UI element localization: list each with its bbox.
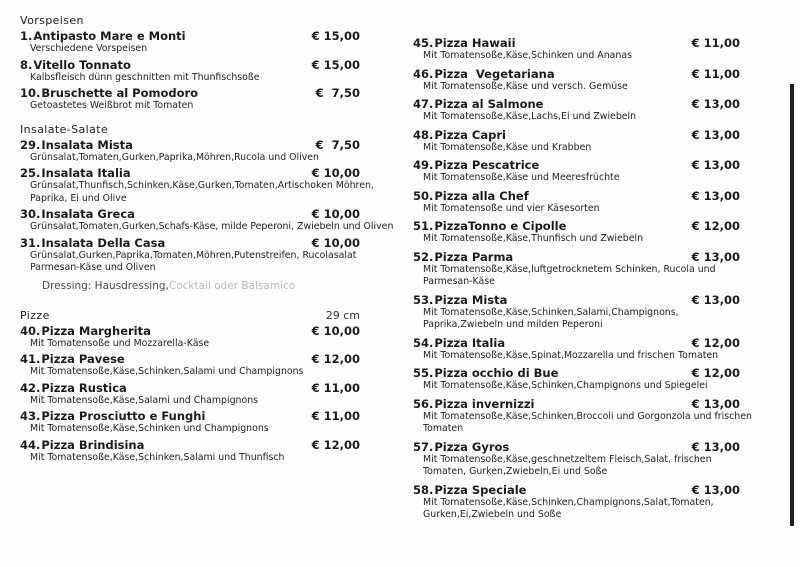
- item-description: Mit Tomatensoße,Käse,Lachs,Ei und Zwiebeln: [423, 111, 637, 122]
- item-price: € 7,50: [315, 137, 360, 152]
- item-name: Pizza Rustica: [41, 380, 127, 395]
- menu-item-head: [20, 439, 360, 452]
- menu-item-head: [20, 87, 360, 100]
- item-number: 30.: [20, 207, 41, 221]
- item-price: € 12,00: [311, 352, 360, 366]
- pizza-size-label: 29 cm: [325, 308, 360, 322]
- menu-item-head: [20, 139, 360, 152]
- menu-item-head: [20, 59, 360, 72]
- item-number: 41.: [20, 352, 41, 366]
- item-number: 55.: [413, 366, 434, 380]
- item-price: € 10,00: [311, 166, 360, 180]
- item-price: € 12,00: [691, 219, 740, 233]
- item-description: Mit Tomatensoße,Käse und Krabben: [423, 141, 592, 153]
- item-number: 48.: [413, 127, 434, 142]
- item-name: PizzaTonno e Cipolle: [434, 219, 567, 233]
- item-number: 43.: [20, 409, 41, 423]
- item-number: 50.: [413, 188, 434, 203]
- item-description: Mit Tomatensoße,Käse,Thunfisch und Zwiebeln: [423, 233, 644, 244]
- section-title: Insalate-Salate: [20, 122, 109, 136]
- item-number: 53.: [413, 292, 434, 307]
- item-price: € 13,00: [691, 158, 740, 172]
- item-name: Pizza alla Chef: [434, 188, 529, 203]
- menu-item-head: [413, 37, 740, 50]
- menu-item-head: [413, 159, 740, 172]
- item-price: € 13,00: [691, 396, 740, 411]
- menu-item-head: [413, 251, 740, 264]
- menu-item-head: [413, 190, 740, 203]
- menu-item: [20, 59, 360, 85]
- item-number: 51.: [413, 219, 434, 233]
- menu-item: [413, 337, 740, 363]
- menu-item-head: [413, 220, 740, 233]
- menu-item: [20, 353, 360, 379]
- dressing-note: [42, 279, 360, 293]
- item-price: € 13,00: [691, 292, 740, 307]
- item-number: 10.: [20, 86, 41, 100]
- menu-item: [413, 251, 740, 289]
- menu-column-right: [413, 32, 752, 522]
- item-number: 40.: [20, 323, 41, 338]
- item-description: Mit Tomatensoße,Käse,Schinken und Ananas: [423, 50, 632, 61]
- item-number: 57.: [413, 439, 434, 454]
- menu-item: [20, 410, 360, 436]
- item-name: Antipasto Mare e Monti: [33, 29, 186, 43]
- menu-item-head: [20, 167, 360, 180]
- item-price: € 13,00: [691, 188, 740, 203]
- item-price: € 11,00: [311, 409, 360, 423]
- item-number: 47.: [413, 97, 434, 111]
- item-name: Insalata Della Casa: [41, 235, 166, 250]
- menu-item: [413, 190, 740, 216]
- item-number: 29.: [20, 137, 41, 152]
- item-number: 49.: [413, 158, 434, 172]
- item-name: Pizza Mista: [434, 292, 508, 307]
- item-description: Getoastetes Weißbrot mit Tomaten: [30, 100, 194, 111]
- menu-item: [413, 37, 740, 63]
- menu-item: [20, 439, 360, 465]
- item-number: 52.: [413, 249, 434, 264]
- item-description: Mit Tomatensoße,Käse,geschnetzeltem Fleisch,Salat, frischen Tomaten, Gurken,Zwiebeln,Ei und Soße: [423, 453, 712, 477]
- item-name: Pizza occhio di Bue: [434, 366, 559, 380]
- item-name: Pizza Parma: [434, 249, 514, 264]
- item-price: € 12,00: [691, 335, 740, 350]
- menu-item: [20, 325, 360, 351]
- menu-item-head: [413, 337, 740, 350]
- menu-item: [413, 294, 740, 332]
- menu-item: [413, 367, 740, 393]
- item-name: Pizza Gyros: [434, 439, 510, 454]
- item-number: 45.: [413, 36, 434, 50]
- section-header: [20, 123, 360, 136]
- item-name: Pizza Pescatrice: [434, 158, 540, 172]
- section-title: Vorspeisen: [20, 14, 84, 27]
- item-price: € 12,00: [311, 437, 360, 452]
- menu-item-head: [20, 353, 360, 366]
- section-title: Pizze: [20, 308, 50, 322]
- section-header: [20, 14, 360, 27]
- item-number: 25.: [20, 166, 41, 180]
- menu-item-head: [20, 325, 360, 338]
- item-description: Mit Tomatensoße,Käse und Meeresfrüchte: [423, 172, 620, 183]
- menu-item: [413, 159, 740, 185]
- item-description: Mit Tomatensoße,Käse,Schinken,Champignons und Spiegelei: [423, 380, 708, 391]
- item-price: € 7,50: [315, 86, 360, 100]
- item-price: € 12,00: [691, 366, 740, 380]
- item-description: Mit Tomatensoße,Käse,Schinken,Salami und Champignons: [30, 366, 304, 377]
- item-name: Pizza invernizzi: [434, 396, 535, 411]
- item-price: € 13,00: [691, 482, 740, 497]
- item-description: Kalbsfleisch dünn geschnitten mit Thunfischsoße: [30, 71, 260, 83]
- item-name: Pizza Pavese: [41, 352, 125, 366]
- item-price: € 13,00: [691, 97, 740, 111]
- item-name: Pizza Brindisina: [41, 437, 145, 452]
- menu-item: [20, 166, 374, 205]
- item-number: 46.: [413, 66, 434, 81]
- menu-item-head: [413, 294, 740, 307]
- item-description: Mit Tomatensoße,Käse und versch. Gemüse: [423, 80, 628, 92]
- item-name: Pizza Prosciutto e Funghi: [41, 409, 206, 423]
- item-price: € 11,00: [691, 36, 740, 50]
- item-description: Grünsalat,Gurken,Paprika,Tomaten,Möhren,Putenstreifen, Rucolasalat Parmesan-Käse und Oliven: [30, 249, 357, 273]
- item-description: Mit Tomatensoße,Käse,Spinat,Mozzarella und frischen Tomaten: [423, 349, 719, 361]
- menu-item: [413, 129, 740, 155]
- menu-item-head: [20, 30, 360, 43]
- item-price: € 10,00: [311, 323, 360, 338]
- item-number: 31.: [20, 235, 41, 250]
- menu-item: [20, 237, 360, 275]
- item-price: € 13,00: [691, 439, 740, 454]
- item-price: € 11,00: [311, 380, 360, 395]
- menu-item-head: [20, 208, 360, 221]
- item-price: € 15,00: [311, 57, 360, 72]
- menu-item: [20, 30, 360, 56]
- item-name: Pizza Margherita: [41, 323, 151, 338]
- item-price: € 13,00: [691, 127, 740, 142]
- menu-item: [20, 139, 360, 165]
- menu-item: [20, 382, 360, 408]
- item-description: Grünsalat,Thunfisch,Schinken,Käse,Gurken,Tomaten,Artischoken Möhren, Paprika, Ei und Olive: [30, 180, 374, 204]
- item-name: Pizza Capri: [434, 127, 506, 142]
- item-name: Insalata Italia: [41, 166, 131, 180]
- dressing-options: Cocktail oder Balsamico: [168, 279, 296, 292]
- item-description: Mit Tomatensoße und Mozzarella-Käse: [30, 337, 210, 349]
- menu-item: [413, 220, 740, 246]
- item-description: Mit Tomatensoße,Käse,Schinken,Broccoli und Gorgonzola und frischen Tomaten: [423, 410, 752, 434]
- item-description: Mit Tomatensoße,Käse,Schinken,Champignons,Salat,Tomaten, Gurken,Ei,Zwiebeln und Soße: [423, 496, 714, 520]
- menu-item-head: [413, 367, 740, 380]
- menu-item: [413, 484, 740, 522]
- item-description: Mit Tomatensoße,Käse,luftgetrocknetem Schinken, Rucola und Parmesan-Käse: [423, 263, 716, 287]
- menu-item-head: [413, 129, 740, 142]
- menu-item-head: [20, 410, 360, 423]
- menu-item-head: [413, 398, 740, 411]
- menu-item: [413, 98, 740, 124]
- item-description: Mit Tomatensoße,Käse,Salami und Champignons: [30, 394, 259, 406]
- menu-item-head: [413, 68, 740, 81]
- menu-item-head: [20, 382, 360, 395]
- item-price: € 10,00: [311, 235, 360, 250]
- item-name: Pizza Hawaii: [434, 36, 516, 50]
- scan-edge-line: [790, 84, 794, 526]
- menu-item: [413, 396, 752, 436]
- item-description: Grünsalat,Tomaten,Gurken,Schafs-Käse, milde Peperoni, Zwiebeln und Oliven: [30, 221, 394, 232]
- item-description: Verschiedene Vorspeisen: [30, 43, 148, 54]
- item-number: 54.: [413, 335, 434, 350]
- menu-item: [20, 207, 394, 234]
- menu-item: [20, 87, 360, 113]
- menu-item-head: [413, 484, 740, 497]
- item-name: Pizza Speciale: [434, 482, 527, 497]
- item-price: € 11,00: [691, 66, 740, 81]
- item-name: Insalata Mista: [41, 137, 133, 152]
- item-price: € 15,00: [311, 29, 360, 43]
- item-name: Vitello Tonnato: [33, 57, 131, 72]
- item-name: Pizza Italia: [434, 335, 506, 350]
- menu-item-head: [413, 441, 740, 454]
- dressing-label: Dressing: Hausdressing,: [42, 279, 169, 292]
- item-price: € 10,00: [311, 207, 360, 221]
- item-number: 8.: [20, 57, 33, 72]
- item-number: 44.: [20, 437, 41, 452]
- item-description: Mit Tomatensoße,Käse,Schinken,Salami,Champignons, Paprika,Zwiebeln und milden Peperoni: [423, 306, 679, 330]
- menu-item-head: [20, 237, 360, 250]
- item-number: 42.: [20, 380, 41, 395]
- item-description: Grünsalat,Tomaten,Gurken,Paprika,Möhren,Rucola und Oliven: [30, 151, 319, 163]
- item-price: € 13,00: [691, 249, 740, 264]
- menu-column-left: [20, 14, 394, 464]
- item-number: 56.: [413, 396, 434, 411]
- item-name: Insalata Greca: [41, 207, 135, 221]
- item-description: Mit Tomatensoße,Käse,Schinken und Champignons: [30, 423, 269, 434]
- section-header: [20, 309, 360, 322]
- menu-item: [413, 68, 740, 94]
- item-description: Mit Tomatensoße und vier Käsesorten: [423, 202, 600, 214]
- item-description: Mit Tomatensoße,Käse,Schinken,Salami und Thunfisch: [30, 451, 285, 463]
- item-name: Pizza Vegetariana: [434, 66, 555, 81]
- menu-item: [413, 441, 740, 479]
- item-number: 58.: [413, 482, 434, 497]
- item-name: Pizza al Salmone: [434, 97, 544, 111]
- item-name: Bruschette al Pomodoro: [41, 86, 199, 100]
- menu-item-head: [413, 98, 740, 111]
- item-number: 1.: [20, 29, 33, 43]
